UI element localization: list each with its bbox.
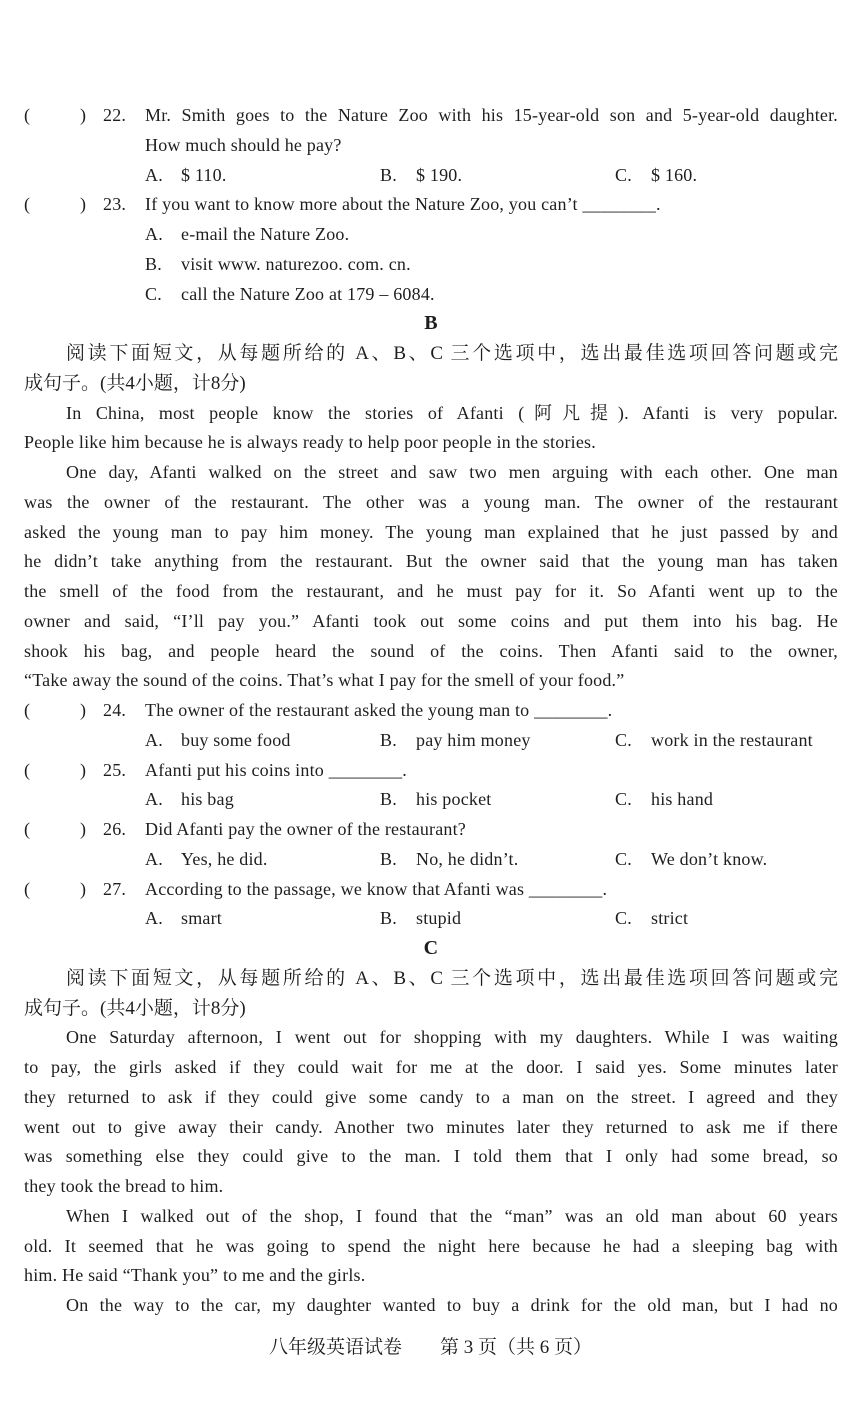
option-label: C. [615,729,632,750]
option-label: A. [145,848,163,869]
option-c [615,845,767,875]
answer-bracket-open: ( [24,819,31,839]
option-label: A. [145,789,163,810]
answer-bracket-open: ( [24,759,31,780]
question-22 [24,101,838,131]
option-text: pay him money [416,729,531,750]
section-c-heading: C [423,937,439,959]
question-number: 26. [103,819,127,839]
answer-bracket-open: ( [24,105,31,125]
question-24-options [24,726,838,756]
passage-line: to pay, the girls asked if they could wait for me at the door. I said yes. Some minutes later [24,1057,838,1077]
option-a [145,726,291,756]
option-label: C. [145,283,162,304]
option-a [145,904,222,934]
option-b [380,161,462,191]
passage-line: they took the bread to him. [24,1176,224,1196]
option-label: B. [380,729,397,750]
option-c [615,726,813,756]
question-number: 27. [103,878,127,899]
answer-bracket-open: ( [24,194,31,215]
section-c-instructions: 阅读下面短文，从每题所给的 A、B、C 三个选项中，选出最佳选项回答问题或完 [66,967,838,989]
option-text: his bag [181,789,234,810]
option-text: We don’t know. [651,848,768,869]
option-a [145,161,227,191]
passage-line: asked the young man to pay him money. The young man explained that he just passed by and [24,521,838,542]
option-label: A. [145,729,163,750]
option-c [615,785,713,815]
option-label: A. [145,224,163,244]
section-b-instructions: 阅读下面短文，从每题所给的 A、B、C 三个选项中，选出最佳选项回答问题或完 [66,343,838,364]
option-c [615,904,688,934]
section-b-heading: B [424,312,438,335]
option-label: B. [380,789,397,810]
option-label: A. [145,164,163,185]
option-text: buy some food [181,729,291,750]
question-23 [24,190,838,220]
section-b-instructions-continued: 成句子。(共4小题，计8分) [24,372,246,394]
option-text: visit www. naturezoo. com. cn. [181,253,411,274]
option-text: Yes, he did. [181,848,268,869]
passage-line: In China, most people know the stories of Afanti (阿凡提). Afanti is very popular. [66,402,838,423]
option-text: $ 160. [651,164,698,185]
question-stem: According to the passage, we know that Afanti was ________. [145,878,608,899]
section-c-instructions-continued: 成句子。(共4小题，计8分) [24,997,246,1019]
answer-bracket-close: ) [80,194,87,215]
option-text: e-mail the Nature Zoo. [181,224,350,244]
option-text: $ 110. [181,164,227,185]
passage-line: the smell of the food from the restaurant, and he must pay for it. So Afanti went up to the [24,581,838,601]
question-stem: Afanti put his coins into ________. [145,759,407,780]
question-25-options [24,785,838,815]
answer-bracket-close: ) [80,105,87,125]
footer-subject: 八年级英语试卷 [268,1337,402,1358]
answer-bracket-close: ) [80,700,87,720]
option-b [380,904,461,934]
passage-line: One Saturday afternoon, I went out for shopping with my daughters. While I was waiting [66,1027,838,1048]
question-stem: Did Afanti pay the owner of the restaurant? [145,819,466,839]
question-25 [24,756,838,786]
passage-line: was the owner of the restaurant. The other was a young man. The owner of the restaurant [24,491,838,512]
option-b [380,845,518,875]
passage-line: they returned to ask if they could give some candy to a man on the street. I agreed and they [24,1086,838,1107]
passage-line: went out to give away their candy. Another two minutes later they returned to ask me if there [24,1116,838,1137]
option-c [24,280,838,310]
question-stem-continued: How much should he pay? [145,134,342,155]
option-b [380,726,531,756]
question-26-options [24,845,838,875]
option-label: B. [380,164,397,185]
passage-line: One day, Afanti walked on the street and saw two men arguing with each other. One man [66,462,838,482]
question-number: 22. [103,105,127,125]
footer-page-number: 第 3 页（共 6 页） [440,1337,593,1358]
option-label: C. [615,848,632,869]
option-label: C. [615,789,632,810]
option-label: C. [615,164,632,185]
passage-line: “Take away the sound of the coins. That’s what I pay for the smell of your food.” [24,670,625,691]
option-text: his pocket [416,789,492,810]
answer-bracket-close: ) [80,819,87,839]
question-number: 25. [103,759,127,780]
option-text: smart [181,908,222,929]
option-a [24,220,838,250]
answer-bracket-close: ) [80,878,87,899]
passage-line: People like him because he is always ready to help poor people in the stories. [24,432,596,453]
option-text: $ 190. [416,164,463,185]
option-text: call the Nature Zoo at 179 – 6084. [181,283,435,304]
passage-line: he didn’t take anything from the restaurant. But the owner said that the young man has taken [24,551,838,572]
passage-line: owner and said, “I’ll pay you.” Afanti took out some coins and put them into his bag. He [24,610,838,631]
option-a [145,845,268,875]
option-b [24,250,838,280]
passage-line: was something else they could give to the man. I told them that I only had some bread, so [24,1146,838,1167]
question-number: 24. [103,700,127,720]
option-c [615,161,697,191]
passage-line: On the way to the car, my daughter wanted to buy a drink for the old man, but I had no [66,1295,838,1315]
answer-bracket-close: ) [80,759,87,780]
option-label: A. [145,908,163,929]
option-text: his hand [651,789,714,810]
question-number: 23. [103,194,127,215]
passage-line: When I walked out of the shop, I found that the “man” was an old man about 60 years [66,1205,838,1226]
question-22-options [24,161,838,191]
passage-line: him. He said “Thank you” to me and the girls. [24,1265,366,1286]
question-24 [24,696,838,726]
answer-bracket-open: ( [24,878,31,899]
page-footer [0,1333,861,1363]
question-stem: Mr. Smith goes to the Nature Zoo with his 15-year-old son and 5-year-old daughter. [145,105,838,125]
option-label: C. [615,908,632,929]
passage-line: old. It seemed that he was going to spend the night here because he had a sleeping bag with [24,1235,838,1256]
question-27 [24,875,838,905]
option-text: work in the restaurant [651,729,813,750]
passage-line: shook his bag, and people heard the sound of the coins. Then Afanti said to the owner, [24,640,838,661]
option-b [380,785,492,815]
option-text: strict [651,908,689,929]
option-a [145,785,234,815]
question-27-options [24,904,838,934]
option-label: B. [145,253,162,274]
option-text: stupid [416,908,462,929]
question-stem: The owner of the restaurant asked the young man to ________. [145,700,613,720]
option-label: B. [380,848,397,869]
question-26 [24,815,838,845]
page-content [24,101,838,1321]
option-text: No, he didn’t. [416,848,519,869]
question-stem: If you want to know more about the Nature Zoo, you can’t ________. [145,194,661,215]
option-label: B. [380,908,397,929]
answer-bracket-open: ( [24,700,31,720]
